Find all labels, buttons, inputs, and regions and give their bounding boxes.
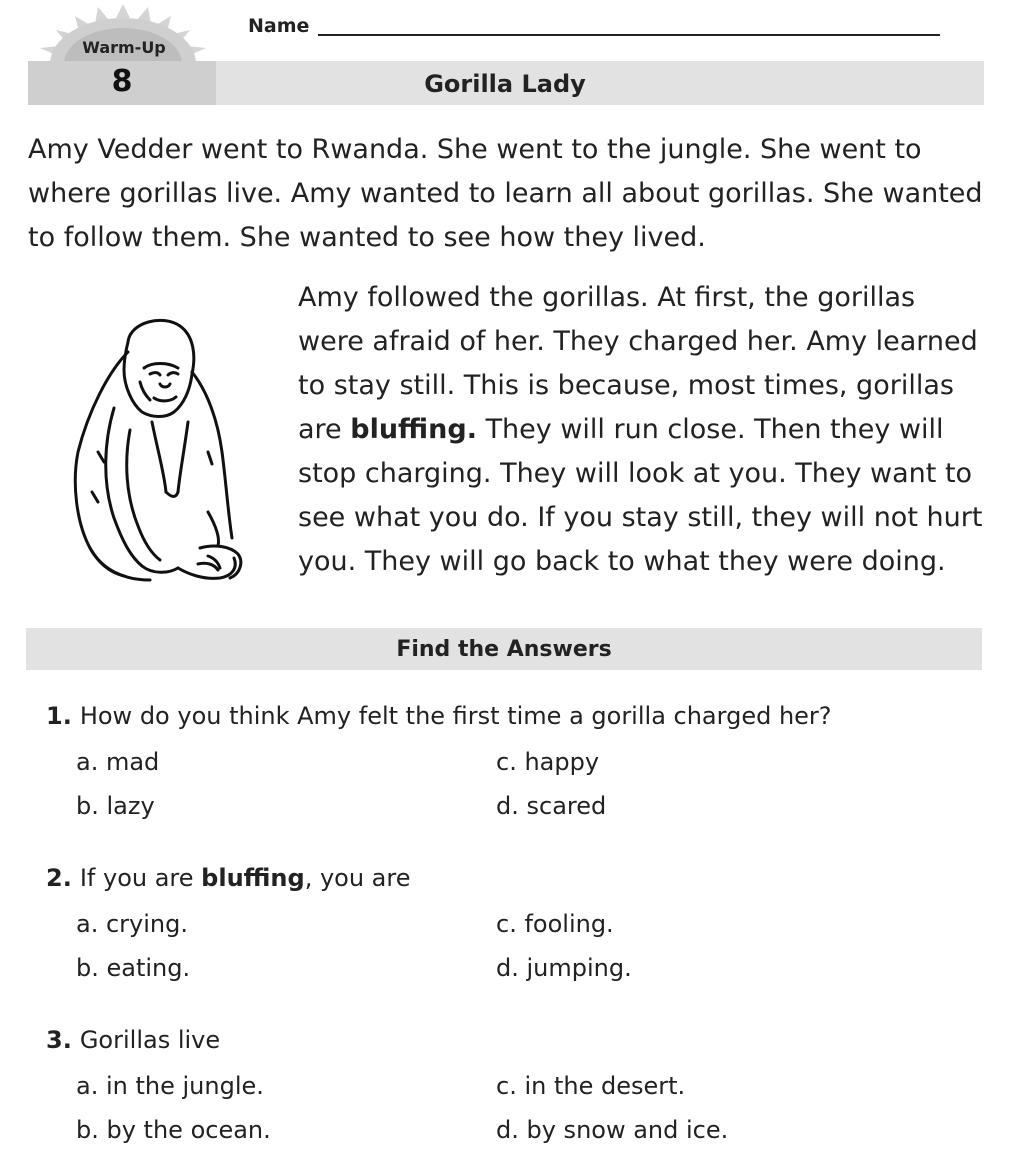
question-number: 1. bbox=[46, 702, 72, 730]
gorilla-illustration-icon bbox=[68, 312, 258, 597]
paragraph-2-text-start: Amy followed the gorillas. At first, the gorillas were afraid of her. They charged her. Amy learned to stay still. This is because, most times, gorillas are bbox=[298, 282, 978, 445]
q2-option-c[interactable]: c. fooling. bbox=[496, 910, 614, 938]
warm-up-number: 8 bbox=[28, 61, 216, 105]
question-2 bbox=[46, 862, 410, 894]
question-text: Gorillas live bbox=[79, 1026, 221, 1054]
vocab-word-bluffing: bluffing. bbox=[350, 414, 477, 445]
find-the-answers-heading: Find the Answers bbox=[26, 628, 982, 670]
q2-option-d[interactable]: d. jumping. bbox=[496, 954, 632, 982]
passage-paragraph-2 bbox=[298, 276, 988, 584]
q1-option-b[interactable]: b. lazy bbox=[76, 792, 155, 820]
vocab-word-bluffing: bluffing bbox=[201, 864, 305, 892]
question-text: If you are bbox=[79, 864, 202, 892]
q1-option-a[interactable]: a. mad bbox=[76, 748, 160, 776]
paragraph-2-text-end: They will run close. Then they will stop charging. They will look at you. They want to see what you do. If you stay still, they will not hurt you. They will go back to what they were doing. bbox=[298, 414, 983, 577]
question-number: 3. bbox=[46, 1026, 72, 1054]
name-field-line[interactable] bbox=[318, 34, 940, 36]
q2-option-a[interactable]: a. crying. bbox=[76, 910, 188, 938]
q3-option-d[interactable]: d. by snow and ice. bbox=[496, 1116, 729, 1144]
warm-up-label: Warm-Up bbox=[82, 38, 166, 57]
page-title: Gorilla Lady bbox=[424, 70, 586, 98]
q3-option-b[interactable]: b. by the ocean. bbox=[76, 1116, 271, 1144]
passage-paragraph-1: Amy Vedder went to Rwanda. She went to the jungle. She went to where gorillas live. Amy wanted to learn all about gorillas. She wanted to follow them. She wanted to see how they lived. bbox=[28, 134, 983, 253]
question-text-end: , you are bbox=[304, 864, 411, 892]
q2-option-b[interactable]: b. eating. bbox=[76, 954, 191, 982]
q1-option-d[interactable]: d. scared bbox=[496, 792, 607, 820]
q1-option-c[interactable]: c. happy bbox=[496, 748, 600, 776]
question-text: How do you think Amy felt the first time a gorilla charged her? bbox=[79, 702, 832, 730]
question-3 bbox=[46, 1024, 220, 1056]
question-1 bbox=[46, 700, 832, 732]
name-label: Name bbox=[248, 15, 310, 37]
question-number: 2. bbox=[46, 864, 72, 892]
q3-option-a[interactable]: a. in the jungle. bbox=[76, 1072, 264, 1100]
q3-option-c[interactable]: c. in the desert. bbox=[496, 1072, 686, 1100]
